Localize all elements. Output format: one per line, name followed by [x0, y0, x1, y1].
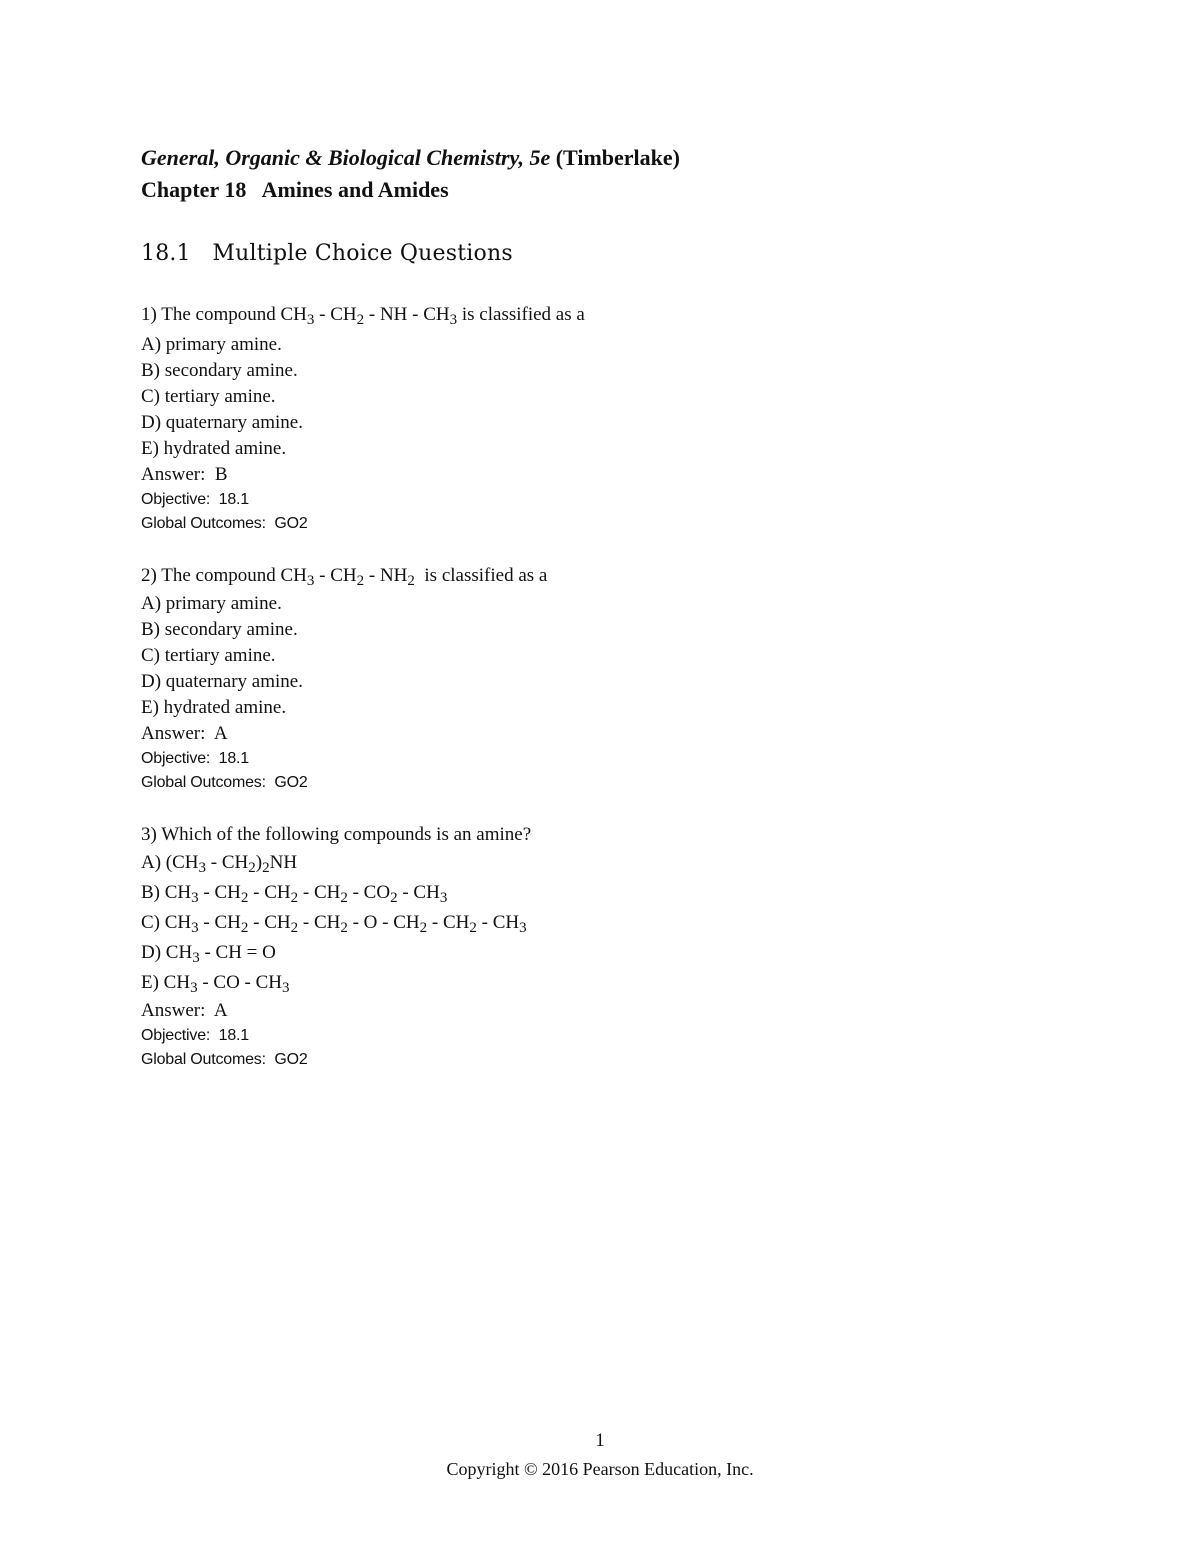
choice-b: B) $CH_3 - CH_2 - CH_2 - CH_2 - CO_2 - CH_3$ — [141, 882, 448, 906]
subscript: 2 — [356, 573, 365, 589]
objective-line: Objective: 18.1 — [141, 1027, 249, 1044]
choice-e: E) $CH_3$ - CO - $CH_3$ — [141, 972, 290, 996]
page-number: 1 — [595, 1430, 605, 1451]
subscript: 3 — [306, 312, 315, 328]
copyright-notice: Copyright © 2016 Pearson Education, Inc. — [446, 1459, 754, 1479]
subscript: 2 — [419, 920, 428, 936]
choice-c: C) tertiary amine. — [141, 386, 276, 407]
answer-line: Answer: B — [141, 464, 228, 485]
subscript: 3 — [191, 920, 199, 936]
question-stem: 2) The compound $CH_3 - CH_2 - NH_2$ is classified as a — [141, 565, 548, 589]
choice-a: A) primary amine. — [141, 334, 282, 355]
subscript: 3 — [191, 890, 199, 906]
subscript: 2 — [240, 890, 249, 906]
question-stem: 1) The compound $CH_3 - CH_2$ - NH - $CH_3$ is classified as a — [141, 304, 585, 328]
subscript: 2 — [340, 890, 348, 906]
subscript: 2 — [390, 890, 398, 906]
question-3 — [141, 822, 531, 1072]
section-heading: 18.1 Multiple Choice Questions — [141, 241, 513, 266]
choice-a: A) $(CH_3 - CH_2)_2NH$ — [141, 852, 298, 876]
question-2 — [141, 563, 547, 795]
subscript: 2 — [356, 312, 365, 328]
book-title-italic: General, Organic & Biological Chemistry, 5e — [141, 145, 551, 170]
choice-e: E) hydrated amine. — [141, 697, 287, 718]
objective-line: Objective: 18.1 — [141, 750, 249, 767]
objective-line: Objective: 18.1 — [141, 491, 249, 508]
subscript: 3 — [192, 950, 200, 966]
document-header — [141, 142, 680, 206]
subscript: 3 — [519, 920, 527, 936]
subscript: 2 — [240, 920, 249, 936]
subscript: 2 — [469, 920, 477, 936]
global-outcomes-line: Global Outcomes: GO2 — [141, 515, 308, 532]
question-stem: 3) Which of the following compounds is an amine? — [141, 824, 532, 845]
subscript: 3 — [439, 890, 448, 906]
subscript: 3 — [306, 573, 315, 589]
choice-c: C) $CH_3 - CH_2 - CH_2 - CH_2$ - O - $CH_2 - CH_2 - CH_3$ — [141, 912, 527, 936]
subscript: 2 — [340, 920, 348, 936]
subscript: 3 — [198, 860, 207, 876]
choice-c: C) tertiary amine. — [141, 645, 276, 666]
subscript: 2 — [248, 860, 256, 876]
book-author: (Timberlake) — [550, 145, 680, 170]
choice-d: D) quaternary amine. — [141, 412, 303, 433]
subscript: 2 — [262, 860, 270, 876]
subscript: 2 — [290, 890, 299, 906]
chapter-title: Chapter 18 Amines and Amides — [141, 177, 449, 202]
choice-d: D) quaternary amine. — [141, 671, 303, 692]
choice-e: E) hydrated amine. — [141, 438, 287, 459]
choice-a: A) primary amine. — [141, 593, 282, 614]
answer-line: Answer: A — [141, 723, 228, 744]
book-title — [141, 142, 680, 174]
subscript: 2 — [290, 920, 299, 936]
choice-d: D) $CH_3$ - CH = O — [141, 942, 276, 966]
global-outcomes-line: Global Outcomes: GO2 — [141, 774, 308, 791]
global-outcomes-line: Global Outcomes: GO2 — [141, 1051, 308, 1068]
answer-line: Answer: A — [141, 1000, 228, 1021]
subscript: 3 — [282, 980, 290, 996]
choice-b: B) secondary amine. — [141, 619, 298, 640]
subscript: 2 — [407, 573, 415, 589]
subscript: 3 — [449, 312, 458, 328]
subscript: 3 — [190, 980, 198, 996]
question-1 — [141, 302, 585, 536]
choice-b: B) secondary amine. — [141, 360, 298, 381]
